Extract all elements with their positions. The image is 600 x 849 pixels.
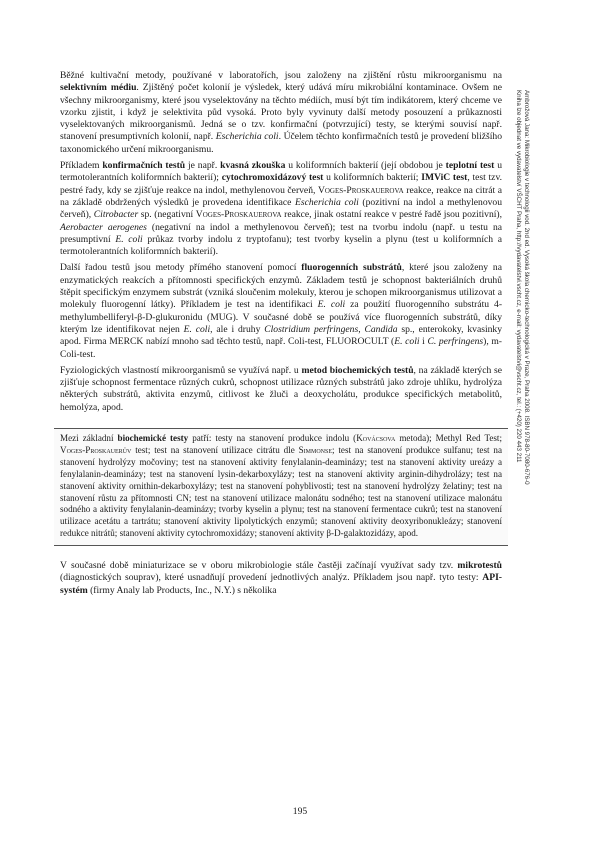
text: (diagnostických souprav), které usnadňují provedení jednotlivých analýz. Příkladem jsou např. tyto testy: xyxy=(60,572,483,584)
text: sp. (negativní xyxy=(138,209,196,221)
text: test; test na stanovení utilizace citrátu dle xyxy=(131,444,299,455)
citation-side-note xyxy=(506,90,530,630)
text: patří: testy na stanovení produkce indolu ( xyxy=(188,433,357,444)
author-name: Voges-Proskauerova xyxy=(195,209,282,221)
paragraph-biochemical-methods xyxy=(60,365,502,414)
species-name: E. coli xyxy=(317,299,346,311)
text: Běžné kultivační metody, používané v laboratořích, jsou založeny na zjištění růstu mikroorganismu na xyxy=(60,70,502,81)
text: sp., enterokoky, kvasinky apod. Firma MERCK nabízí mnoho sad těchto testů, např. Coli-test, FLUOROCULT ( xyxy=(60,323,503,348)
text: reakce, jinak ostatní reakce v pestré řadě jsou pozitivní), xyxy=(281,209,502,221)
paragraph-fluorogenic-substrates xyxy=(60,262,502,360)
text: u termotolerantních koliformních bakterií); xyxy=(60,160,502,184)
text: ), m-Coli-test. xyxy=(60,336,503,360)
species-name: Escherichia coli xyxy=(295,196,359,208)
author-name: Kovácsova xyxy=(356,433,396,444)
bold-term: mikrotestů xyxy=(457,560,502,572)
text: , ale i druhy xyxy=(210,323,265,335)
species-name: E. coli xyxy=(115,233,143,245)
text: , test tzv. pestré řady, kdy se zjišťuje reakce na indol, methylenovou červeň, xyxy=(60,172,503,196)
text: reakce, reakce na citrát a na základě obdržených výsledků je provedena identifikace xyxy=(60,184,502,208)
citation-line-1: Ambrožová Jana: Mikrobiologie v technologii vod. 2nd ed. Vysoká škola chemicko-technologická v Praze, Praha 2008. ISBN 978-80-7080-676-0 xyxy=(523,90,530,485)
bold-term: konfirmačních testů xyxy=(102,160,186,172)
text: ; test na stanovení produkce sulfanu; test na stanovení hydrolýzy močoviny; test na stanovení aktivity fenylalanin-deaminázy; test na stanovení aktivity ureázy a fenylalanin-deaminázy; test na stanovení lysin-dekarboxylázy; test na stanovení aktivity arginin-dihydrolázy; test na stanovení aktivity ornithin-dekarboxylázy; test na stanovení pohyblivosti; test na stanovení hydrolýzy želatiny; test na stanovení růstu za přítomnosti CN; test na stanovení utilizace malonátu sodného; test na stanovení utilizace malonátu sodného a aktivity fenylalanin-deaminázy; tvorby kyselin a plynu; test na stanovení fermentace cukrů; test na stanovení utilizace acetátu a tartrátu; stanovení aktivity lipolytických enzymů; stanovení aktivity deoxyribonukleázy; stanovení redukce nitrátů; stanovení aktivity cytochromoxidázy; stanovení aktivity β-D-galaktozidázy, apod. xyxy=(60,444,502,539)
bold-term: biochemické testy xyxy=(117,433,189,444)
species-name: Aerobacter aerogenes xyxy=(60,221,147,233)
text: V současné době miniaturizace se v oboru mikrobiologie stále častěji začínají využívat sady tzv. xyxy=(60,560,458,572)
species-name: Candida xyxy=(364,323,398,335)
page-number: 195 xyxy=(292,806,308,817)
text: , na základě kterých se zjišťuje schopnost fermentace různých cukrů, schopnost utilizace různých substrátů jako zdroje uhlíku, hydrolýza některých substrátů, aktivita enzymů, citlivost ke žluči a deoxycholátu, produkce specifických metabolitů, hemolýza, apod. xyxy=(60,364,502,413)
bold-term: API-systém xyxy=(60,572,502,596)
species-name: E. coli xyxy=(394,336,420,348)
text: . Zjištěný počet kolonií je výsledek, který udává míru mikrobiální kontaminace. Ovšem ne všechny mikroorganismy, které jsou vyselektovány na těchto médiích, musí být tím indikátorem, který chceme ve vzorku zjistit, i když je selektivita půd vysoká. Proto byly vyvinuty další metody posouzení a průkaznosti vyselektovaných mikroorganismů. Jedná se o tzv. konfirmační (potvrzující) testy, se kterými souvisí např. stanovení presumptivních kolonií, např. xyxy=(60,82,502,143)
text: (pozitivní na indol a methylenovou červeň), xyxy=(60,196,503,221)
text: i xyxy=(419,336,428,348)
text: průkaz tvorby indolu z tryptofanu); test tvorby kyselin a plynu (test u koliformních a termotolerantních koliformních bakterií). xyxy=(60,233,502,258)
text: Příkladem xyxy=(60,160,103,172)
bold-term: teplotní test xyxy=(445,160,495,172)
paragraph-confirmation-tests xyxy=(60,160,502,258)
bold-term: metod biochemických testů xyxy=(301,364,414,376)
biochemical-tests-box xyxy=(54,428,508,546)
text: u koliformních bakterií; xyxy=(323,172,422,184)
species-name: E. coli xyxy=(183,323,211,335)
text: za použití fluorogenního substrátu 4-methylumbelliferyl-β-D-glukuronidu (MUG). V současné době se používá více fluorogenních substrátů, díky kterým lze identifikovat nejen xyxy=(60,299,503,335)
species-name: Clostridium perfringens xyxy=(264,323,359,335)
species-name: C. perfringens xyxy=(427,336,484,348)
text: (negativní na indol a methylenovou červeň); test na tvorbu indolu (např. u testu na presumptivní xyxy=(60,221,503,245)
text: , xyxy=(358,323,365,335)
text: metoda); Methyl Red Test; xyxy=(395,433,502,444)
citation-line-2: Kniha lze objednat ve vydavatelství VŠCHT Praha, http://vydavatelstvi.vscht.cz, e-mail: vydavatelstvi@vscht.cz, tel.: (+420) 220 443 211 xyxy=(515,90,522,463)
text: Mezi základní xyxy=(60,433,118,444)
bold-term: selektivním médiu xyxy=(60,82,137,94)
paragraph-culture-methods xyxy=(60,70,502,156)
author-name: Simmonse xyxy=(298,444,332,455)
text: Další řadou testů jsou metody přímého stanovení pomocí xyxy=(60,262,302,274)
species-name: Citrobacter xyxy=(93,209,139,221)
page-body xyxy=(60,70,502,601)
text: je např. xyxy=(185,160,221,172)
text: u koliformních bakterií (její obdobou je xyxy=(285,160,446,172)
bold-term: IMViC test xyxy=(421,172,468,184)
species-name: Escherichia coli xyxy=(215,131,279,143)
text: Fyziologických vlastností mikroorganismů se využívá např. u xyxy=(60,364,302,376)
text: (firmy Analy lab Products, Inc., N.Y.) s několika xyxy=(87,584,277,596)
text: , které jsou založeny na enzymatických reakcích a přítomnosti specifických enzymů. Základem testů je schopnost bakteriálních druhů štěpit specifickým enzymem substrát (vzniká sloučenim molekuly, kterou je schopen mikroorganismus utilizovat a molekuly fluorogenní látky). Příkladem je test na identifikaci xyxy=(60,262,502,311)
paragraph-microtests xyxy=(60,560,502,597)
text: . Účelem těchto konfirmačních testů je provedení bližšího taxonomického určení mikroorganismu. xyxy=(60,131,503,155)
author-name: Voges-Proskauerův xyxy=(60,444,132,455)
bold-term: fluorogenních substrátů xyxy=(301,262,402,274)
author-name: Voges-Proskauerova xyxy=(317,184,404,196)
bold-term: cytochromoxidázový test xyxy=(221,172,324,184)
bold-term: kvasná zkouška xyxy=(220,160,286,172)
